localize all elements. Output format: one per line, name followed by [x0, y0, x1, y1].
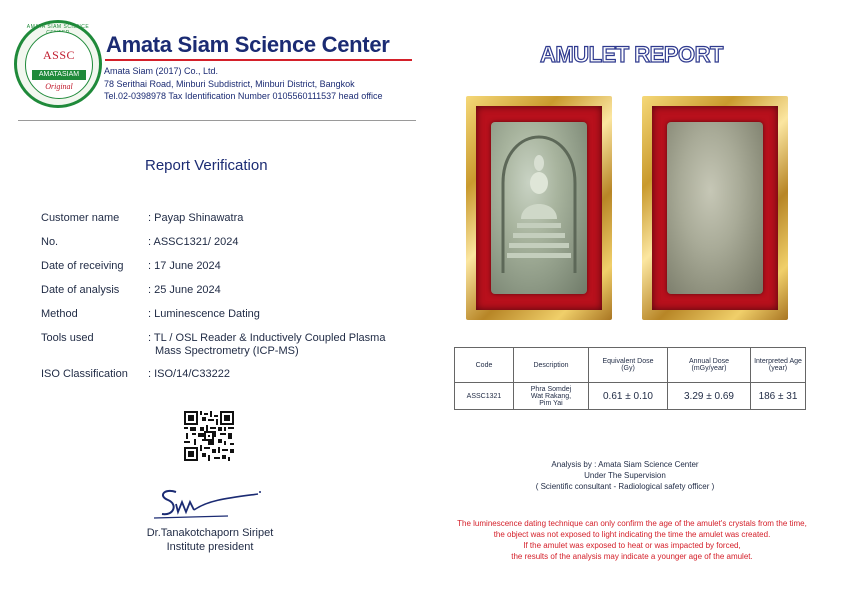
field-value-receiving: : 17 June 2024 [148, 260, 221, 272]
field-value-tools-cont: Mass Spectrometry (ICP-MS) [155, 345, 299, 357]
company-name: Amata Siam Science Center [106, 32, 390, 57]
amulet-front-image [491, 122, 587, 294]
amulet-back-image [667, 122, 763, 294]
disclaimer-line-3: If the amulet was exposed to heat or was impacted by forced, [523, 541, 741, 550]
field-value-iso: : ISO/14/C33222 [148, 368, 230, 380]
header-red-rule [105, 59, 412, 61]
cell-description-line2: Wat Rakang, [530, 392, 572, 400]
col-header-eq-dose [589, 348, 668, 383]
field-label-customer: Customer name [41, 212, 120, 224]
col-header-description-label: Description [533, 361, 569, 369]
cell-description-line3: Pim Yai [539, 399, 563, 407]
report-title: AMULET REPORT [540, 42, 723, 67]
field-label-receiving: Date of receiving [41, 260, 124, 272]
col-header-annual-dose-label: Annual Dose [688, 358, 730, 365]
company-logo [14, 20, 102, 108]
verification-title: Report Verification [145, 157, 268, 174]
back-photo-backing [652, 106, 778, 310]
address-line-3: Tel.02-0398978 Tax Identification Number 0105560111537 head office [104, 91, 383, 101]
col-header-annual-dose-unit: (mGy/year) [691, 365, 727, 372]
cell-description [514, 383, 589, 410]
signature-image [148, 486, 268, 522]
col-header-description [514, 348, 589, 383]
results-table [454, 347, 806, 410]
col-header-eq-dose-unit: (Gy) [621, 365, 635, 372]
field-label-analysis: Date of analysis [41, 284, 120, 296]
table-row [455, 383, 806, 410]
cell-annual-dose: 3.29 ± 0.69 [668, 383, 751, 410]
field-label-iso: ISO Classification [41, 368, 128, 380]
field-value-method: : Luminescence Dating [148, 308, 260, 320]
col-header-code [455, 348, 514, 383]
analysis-by: Analysis by : Amata Siam Science Center [551, 460, 699, 469]
field-value-analysis: : 25 June 2024 [148, 284, 221, 296]
qr-code-icon[interactable] [184, 411, 234, 461]
col-header-age-unit: (year) [768, 365, 788, 372]
col-header-annual-dose [668, 348, 751, 383]
signatory-name: Dr.Tanakotchaporn Siripet [146, 527, 274, 539]
col-header-age-label: Interpreted Age [754, 358, 802, 365]
cell-description-line1: Phra Somdej [530, 385, 572, 393]
address-line-2: 78 Serithai Road, Minburi Subdistrict, Minburi District, Bangkok [104, 79, 355, 89]
disclaimer-line-4: the results of the analysis may indicate a younger age of the amulet. [511, 552, 753, 561]
cell-eq-dose: 0.61 ± 0.10 [589, 383, 668, 410]
field-label-method: Method [41, 308, 78, 320]
field-label-number: No. [41, 236, 59, 248]
col-header-code-label: Code [475, 361, 493, 369]
field-label-tools: Tools used [41, 332, 94, 344]
col-header-age [751, 348, 806, 383]
logo-tag: Original [45, 82, 73, 91]
logo-ring-text: AMATA SIAM SCIENCE [26, 24, 90, 30]
logo-inner-circle [25, 31, 93, 99]
address-line-1: Amata Siam (2017) Co., Ltd. [104, 66, 219, 76]
table-header-row [455, 348, 806, 383]
analysis-consultant: ( Scientific consultant - Radiological safety officer ) [535, 482, 715, 491]
logo-bar: AMATASIAM [32, 70, 86, 80]
amulet-back-photo [642, 96, 788, 320]
buddha-relief-icon [491, 122, 587, 294]
field-value-customer: : Payap Shinawatra [148, 212, 244, 224]
disclaimer-line-1: The luminescence dating technique can only confirm the age of the amulet's crystals from the time, [457, 519, 807, 528]
signatory-title: Institute president [166, 541, 254, 553]
logo-abbr: ASSC [42, 48, 76, 62]
header-divider [18, 120, 416, 121]
analysis-supervision: Under The Supervision [584, 471, 666, 480]
front-photo-backing [476, 106, 602, 310]
amulet-front-photo [466, 96, 612, 320]
field-value-tools: : TL / OSL Reader & Inductively Coupled Plasma [148, 332, 386, 344]
cell-age: 186 ± 31 [751, 383, 806, 410]
disclaimer-line-2: the object was not exposed to light indicating the time the amulet was created. [493, 530, 771, 539]
cell-code: ASSC1321 [455, 383, 514, 410]
col-header-eq-dose-label: Equivalent Dose [602, 358, 654, 365]
field-value-number: : ASSC1321/ 2024 [148, 236, 239, 248]
